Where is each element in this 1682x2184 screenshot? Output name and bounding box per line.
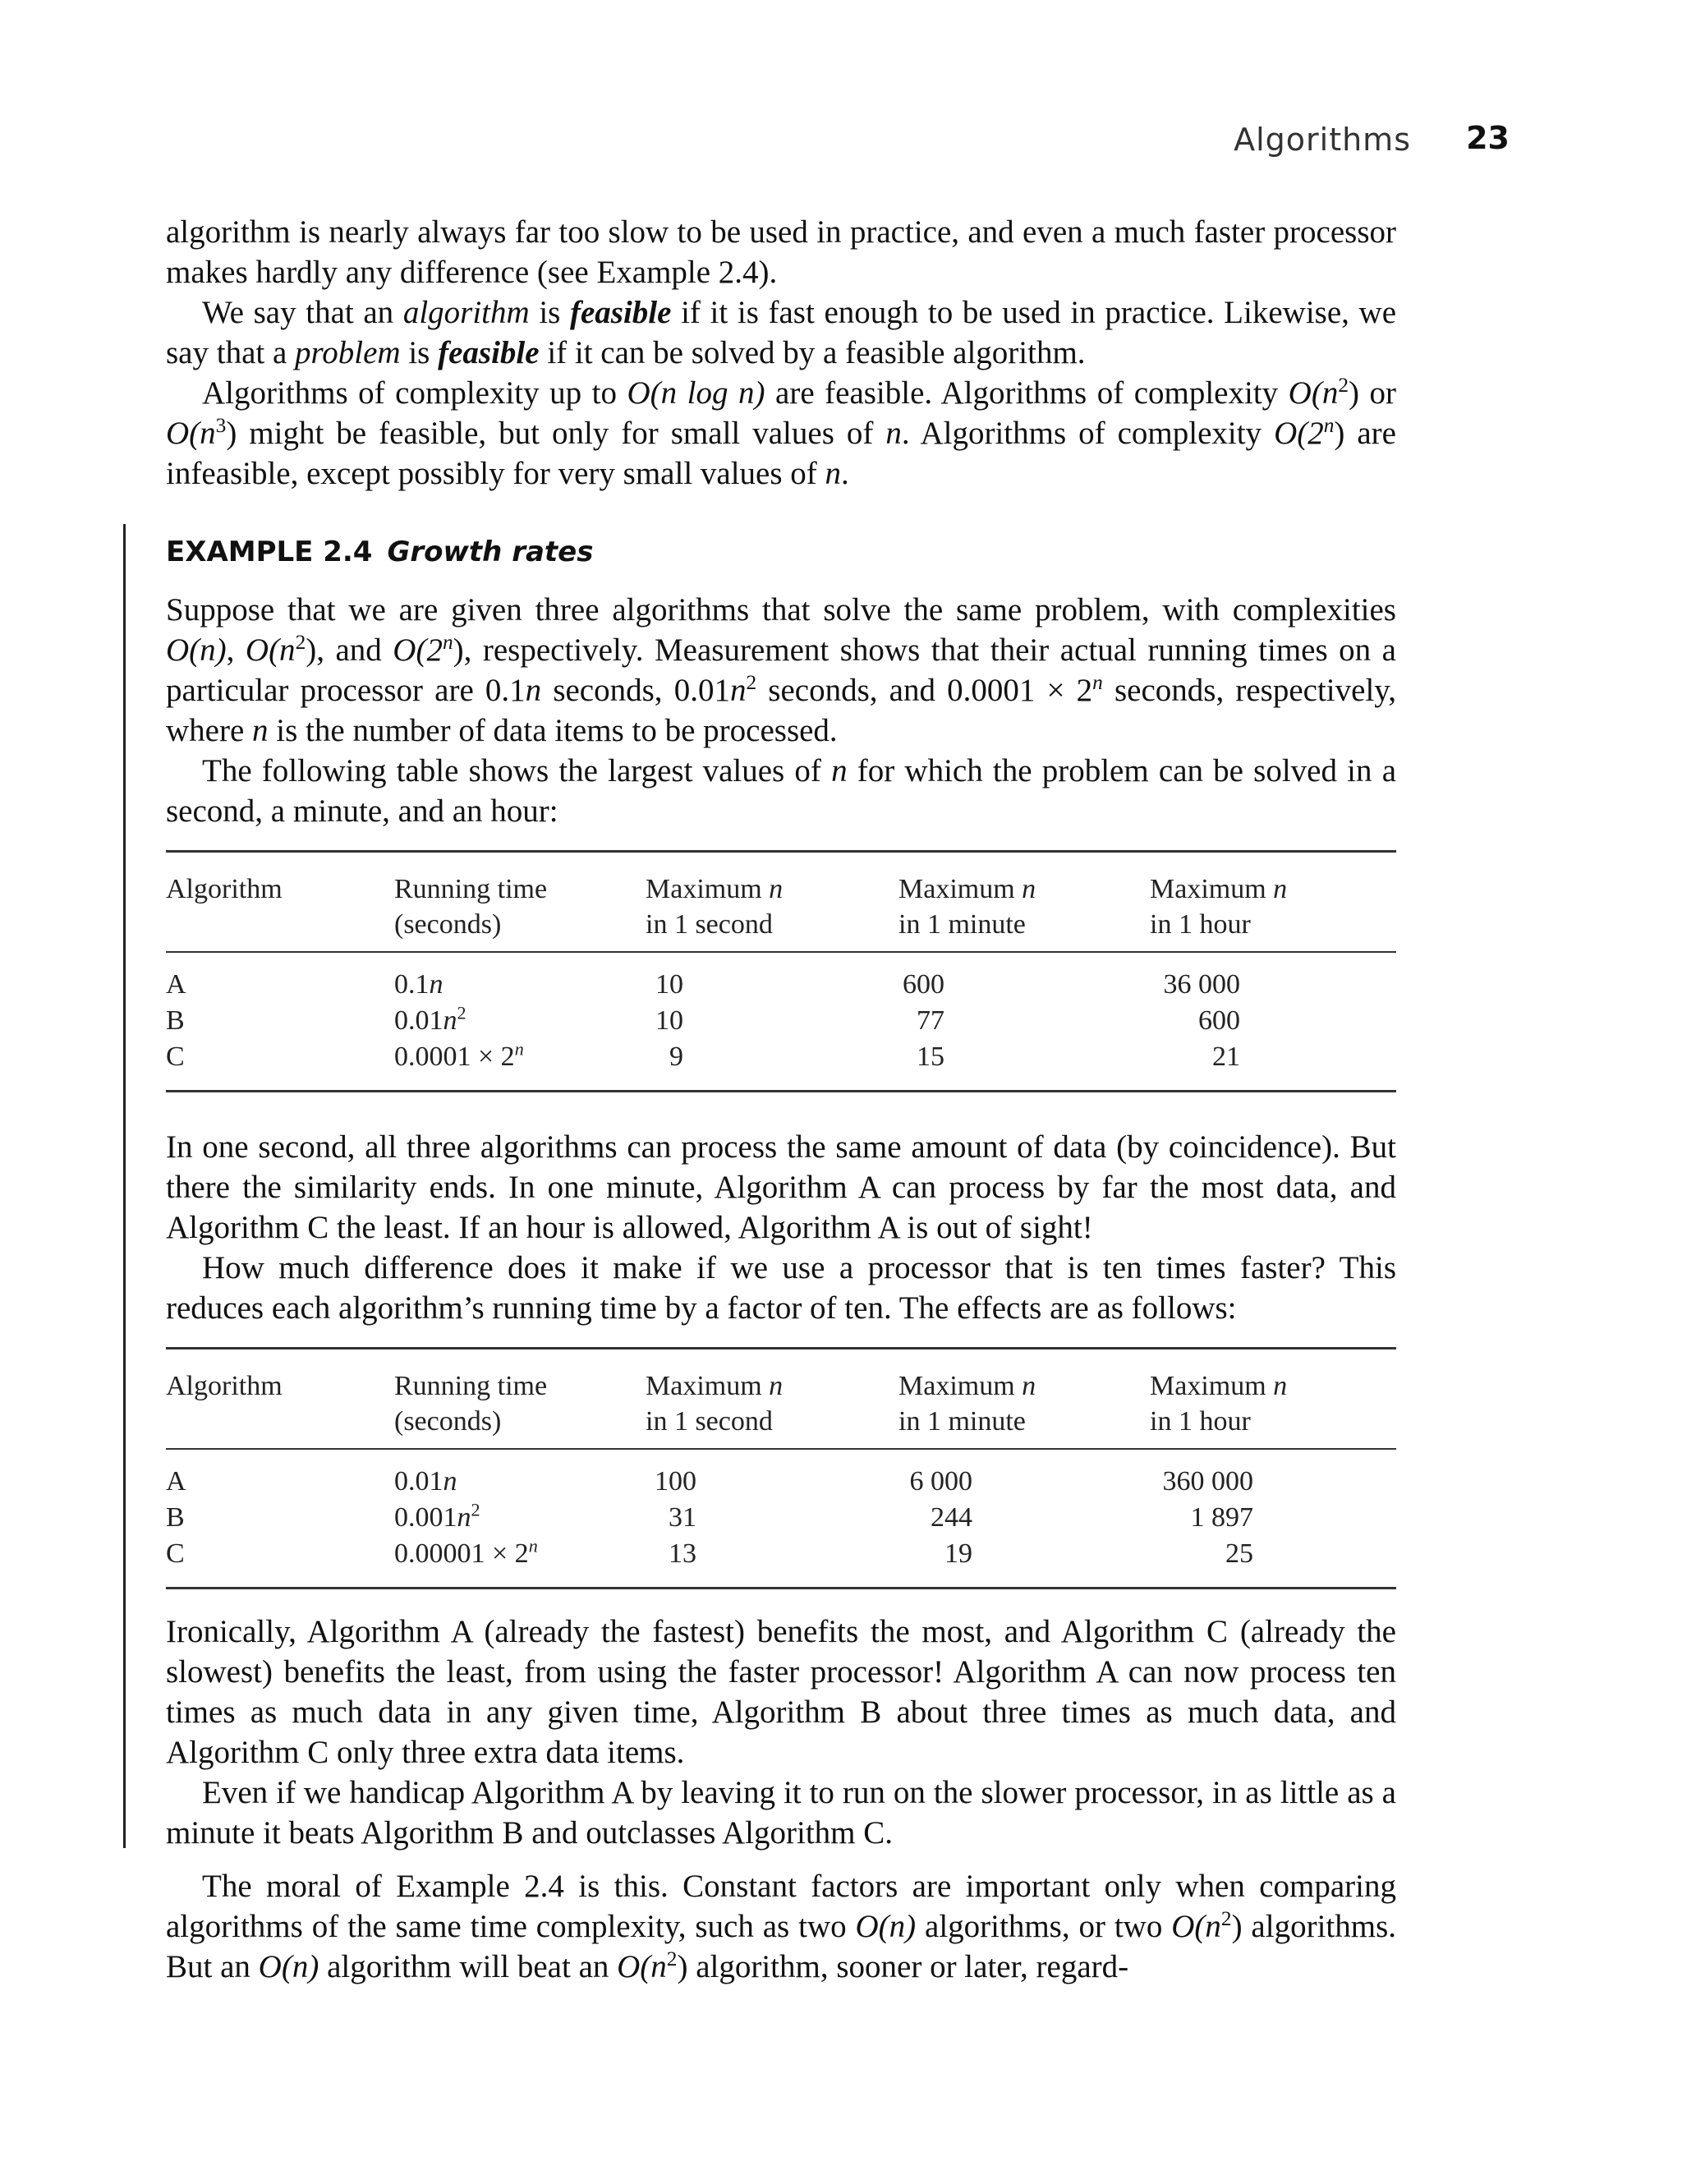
cell-algorithm: A [166, 969, 186, 1000]
example-paragraph-6: Even if we handicap Algorithm A by leaving it to run on the slower processor, in as little as a minute it beats Algorithm B and outclasses Algorithm C. [166, 1775, 1396, 1851]
cell-algorithm: B [166, 1005, 185, 1036]
example-text-3 [166, 1612, 1396, 1853]
header-max-n-second: Maximum n in 1 second [646, 874, 784, 940]
header-max-n-hour: Maximum n in 1 hour [1150, 1371, 1288, 1437]
moral-paragraph: The moral of Example 2.4 is this. Constant factors are important only when comparing algorithms of the same time complexity, such as two O(n) algorithms, or two $O(n^2)$ algorithms. But an O(n) algorithm will beat an $O(n^2)$ algorithm, sooner or later, regard- [166, 1869, 1396, 1984]
cell-running-time: $0.00001 \times 2^n$ [394, 1535, 538, 1569]
cell-running-time: 0.1n [394, 969, 443, 1000]
header-algorithm: Algorithm [166, 874, 283, 904]
example-text-2 [166, 1127, 1396, 1328]
cell-algorithm: B [166, 1502, 185, 1533]
running-head: Algorithms [1234, 122, 1411, 158]
cell-max-hour: 36 000 [1163, 969, 1240, 1000]
cell-max-second: 13 [669, 1538, 696, 1569]
intro-text [166, 212, 1396, 494]
cell-algorithm: A [166, 1466, 186, 1497]
table-mid-rule [166, 951, 1396, 953]
table-mid-rule [166, 1448, 1396, 1450]
intro-paragraph-2: We say that an algorithm is feasible if it is fast enough to be used in practice. Likewise, we say that a problem is feasible if it can be solved by a feasible algorithm. [166, 295, 1397, 370]
cell-max-minute: 244 [931, 1502, 972, 1533]
cell-algorithm: C [166, 1041, 185, 1072]
moral-text [166, 1866, 1396, 1987]
example-paragraph-4: How much difference does it make if we use a processor that is ten times faster? This reduces each algorithm’s running time by a factor of ten. The effects are as follows: [166, 1250, 1396, 1326]
cell-max-minute: 15 [917, 1041, 944, 1072]
cell-max-minute: 600 [903, 969, 944, 1000]
cell-running-time: $0.01n^2$ [394, 1002, 466, 1036]
intro-paragraph-3: Algorithms of complexity up to O(n log n) are feasible. Algorithms of complexity $O(n^2)$ or $O(n^3)$ might be feasible, but only for small values of n. Algorithms of complexity O(2$^n$) are infeasible, except possibly for very small values of n. [166, 374, 1396, 491]
cell-running-time: 0.01n [394, 1466, 457, 1497]
cell-algorithm: C [166, 1538, 185, 1569]
header-max-n-hour: Maximum n in 1 hour [1150, 874, 1288, 940]
example-paragraph-3: In one second, all three algorithms can process the same amount of data (by coincidence). But there the similarity ends. In one minute, Algorithm A can process by far the most data, and Algorithm C the least. If an hour is allowed, Algorithm A is out of sight! [166, 1129, 1396, 1245]
example-paragraph-1: Suppose that we are given three algorithms that solve the same problem, with complexities O(n), $O(n^2)$, and O(2$^n$), respectively. Measurement shows that their actual running times on a particular processor are 0.1n seconds, $0.01n^2$ seconds, and $0.0001 \times 2^n$ seconds, respectively, where n is the number of data items to be processed. [166, 592, 1396, 748]
example-sidebar-rule [123, 524, 126, 1848]
example-title: Growth rates [387, 536, 594, 568]
table-bottom-rule [166, 1090, 1396, 1092]
example-text-1 [166, 590, 1396, 831]
header-running-time: Running time (seconds) [394, 1371, 548, 1437]
header-max-n-second: Maximum n in 1 second [646, 1371, 784, 1437]
cell-running-time: $0.0001 \times 2^n$ [394, 1038, 524, 1072]
cell-max-second: 10 [655, 1005, 683, 1036]
cell-running-time: $0.001n^2$ [394, 1499, 480, 1533]
cell-max-hour: 21 [1212, 1041, 1240, 1072]
cell-max-hour: 25 [1225, 1538, 1253, 1569]
cell-max-minute: 77 [917, 1005, 944, 1036]
header-max-n-minute: Maximum n in 1 minute [898, 1371, 1036, 1437]
cell-max-second: 31 [669, 1502, 696, 1533]
cell-max-second: 10 [655, 969, 683, 1000]
cell-max-minute: 6 000 [909, 1466, 972, 1497]
table-top-rule [166, 850, 1396, 853]
table-bottom-rule [166, 1587, 1396, 1589]
example-label: EXAMPLE 2.4 [166, 536, 373, 568]
cell-max-second: 100 [655, 1466, 696, 1497]
header-algorithm: Algorithm [166, 1371, 283, 1401]
header-running-time: Running time (seconds) [394, 874, 548, 940]
example-heading [166, 536, 593, 568]
cell-max-second: 9 [669, 1041, 683, 1072]
cell-max-hour: 360 000 [1162, 1466, 1253, 1497]
header-max-n-minute: Maximum n in 1 minute [898, 874, 1036, 940]
page-header [0, 122, 1682, 171]
cell-max-minute: 19 [944, 1538, 972, 1569]
table-top-rule [166, 1347, 1396, 1349]
example-paragraph-5: Ironically, Algorithm A (already the fastest) benefits the most, and Algorithm C (already the slowest) benefits the least, from using the faster processor! Algorithm A can now process ten times as much data in any given time, Algorithm B about three times as much data, and Algorithm C only three extra data items. [166, 1614, 1396, 1770]
example-paragraph-2: The following table shows the largest values of n for which the problem can be solved in a second, a minute, and an hour: [166, 753, 1397, 829]
intro-paragraph-1: algorithm is nearly always far too slow to be used in practice, and even a much faster processor makes hardly any difference (see Example 2.4). [166, 214, 1396, 290]
page-number: 23 [1466, 120, 1510, 156]
cell-max-hour: 1 897 [1190, 1502, 1253, 1533]
cell-max-hour: 600 [1198, 1005, 1240, 1036]
